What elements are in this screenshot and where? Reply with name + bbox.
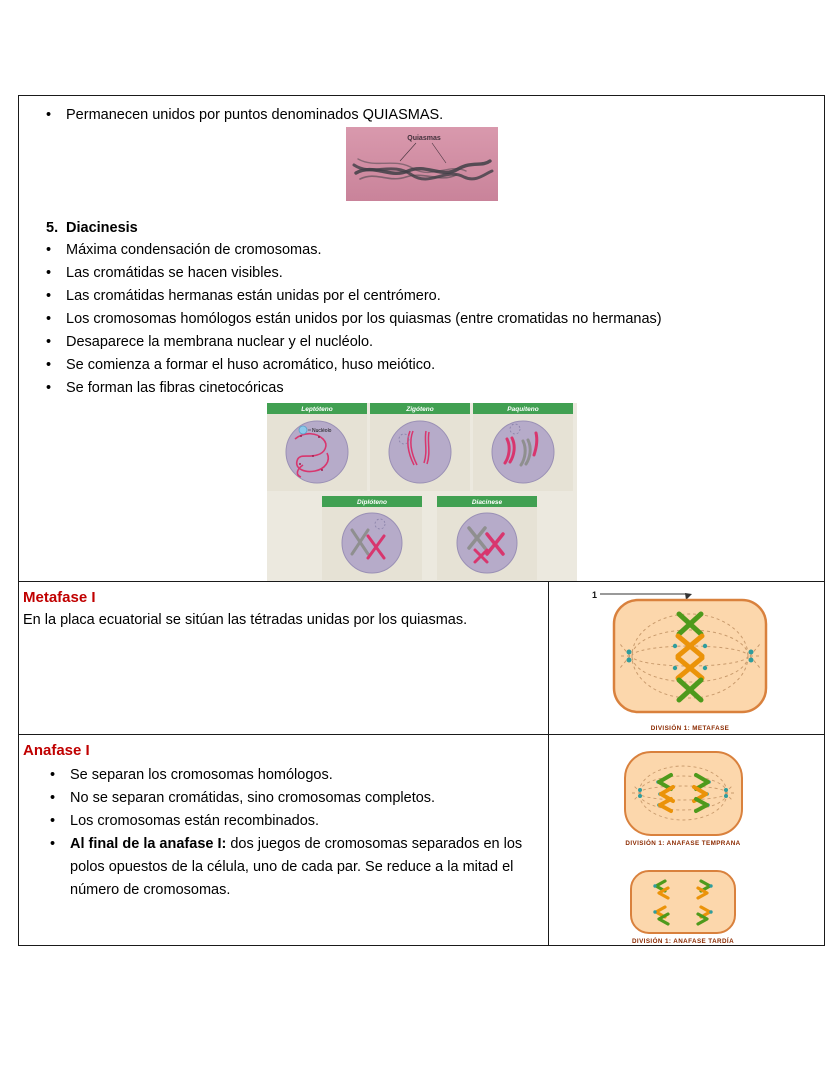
metafase-row: [19, 581, 824, 734]
anafase-row: [19, 734, 824, 945]
bullet-item: • Las cromátidas hermanas están unidas por el centrómero.: [46, 288, 441, 304]
stage-panel-leptoteno: [267, 403, 367, 491]
nucleolus: [299, 426, 307, 434]
metafase-figure-cell: [548, 582, 824, 734]
bullet-item: • No se separan cromátidas, sino cromosomas completos.: [50, 790, 436, 806]
bullet-text: [70, 833, 536, 902]
stage-label: Diacinese: [471, 499, 502, 506]
bullet-item: [19, 104, 824, 126]
diacinesis-bullet-list: [19, 239, 824, 400]
diacinesis-heading: [19, 217, 824, 239]
heading-title: Diacinesis: [66, 220, 138, 236]
anafase-text-cell: [19, 735, 548, 945]
bullet-item: • Máxima condensación de cromosomas.: [46, 242, 322, 258]
anafase-bullet-list: [23, 764, 536, 902]
bullet-item: • Al final de la anafase I: dos juegos de cromosomas separados en los polos opuestos de la célula, uno de cada par. Se reduce a la mitad el número de cromosomas.: [23, 833, 536, 902]
anafase-late-figure: [631, 871, 735, 945]
bullet-item: • Se forman las fibras cinetocóricas: [46, 380, 284, 396]
quiasmas-photo: [346, 127, 498, 201]
bullet-item: • Los cromosomas homólogos están unidos por los quiasmas (entre cromatidas no hermanas): [46, 311, 662, 327]
figure-caption: DIVISIÓN 1: ANAFASE TEMPRANA: [625, 840, 741, 847]
metafase-text-cell: [19, 582, 548, 734]
quiasmas-label: Quiasmas: [406, 135, 441, 142]
stage-panel-paquiteno: [473, 403, 573, 491]
anafase-figure-cell: [548, 735, 824, 945]
metafase-description: En la placa ecuatorial se sitúan las tétradas unidas por los quiasmas.: [23, 612, 468, 628]
figure-caption: DIVISIÓN 1: METAFASE: [651, 725, 730, 732]
anafase-cell-figures: [549, 735, 824, 945]
figure-pointer-label: 1: [592, 590, 598, 600]
figure-caption: DIVISIÓN 1: ANAFASE TARDÍA: [632, 938, 735, 945]
bullet-dot: •: [46, 107, 52, 123]
intro-section: [19, 96, 824, 581]
stage-label: Paquiteno: [506, 406, 539, 413]
nucleolus-label: Nucléolo: [311, 428, 331, 434]
stage-label: Diplóteno: [356, 499, 387, 506]
bullet-item: • Los cromosomas están recombinados.: [50, 813, 320, 829]
stage-panel-diacinese: [437, 496, 537, 580]
bullet-text: Permanecen unidos por puntos denominados QUIASMAS.: [66, 107, 444, 123]
bullet-item: • Las cromátidas se hacen visibles.: [46, 265, 283, 281]
bullet-item: • Se separan los cromosomas homólogos.: [50, 767, 333, 783]
bullet-item: • Se comienza a formar el huso acromático, huso meiótico.: [46, 357, 436, 373]
stage-label: Zigóteno: [405, 406, 434, 413]
bullet-rest: dos juegos de cromosomas separados en los polos opuestos de la célula, uno de cada par. Se reduce a la mitad el número de cromosomas.: [70, 836, 523, 898]
bullet-item: • Desaparece la membrana nuclear y el nucléolo.: [46, 334, 374, 350]
heading-number: 5.: [46, 220, 59, 236]
bold-lead: Al final de la anafase I:: [70, 836, 227, 852]
anafase-heading: Anafase I: [23, 742, 90, 759]
content-table: [18, 95, 825, 946]
metafase-heading: Metafase I: [23, 589, 96, 606]
meiosis-prophase-stages-figure: [267, 403, 577, 581]
anafase-early-figure: [625, 752, 742, 847]
stage-label: Leptóteno: [300, 406, 333, 413]
stage-panel-diploteno: [322, 496, 422, 580]
metafase-cell-figure: [549, 582, 824, 734]
stage-panel-zigoteno: [370, 403, 470, 491]
